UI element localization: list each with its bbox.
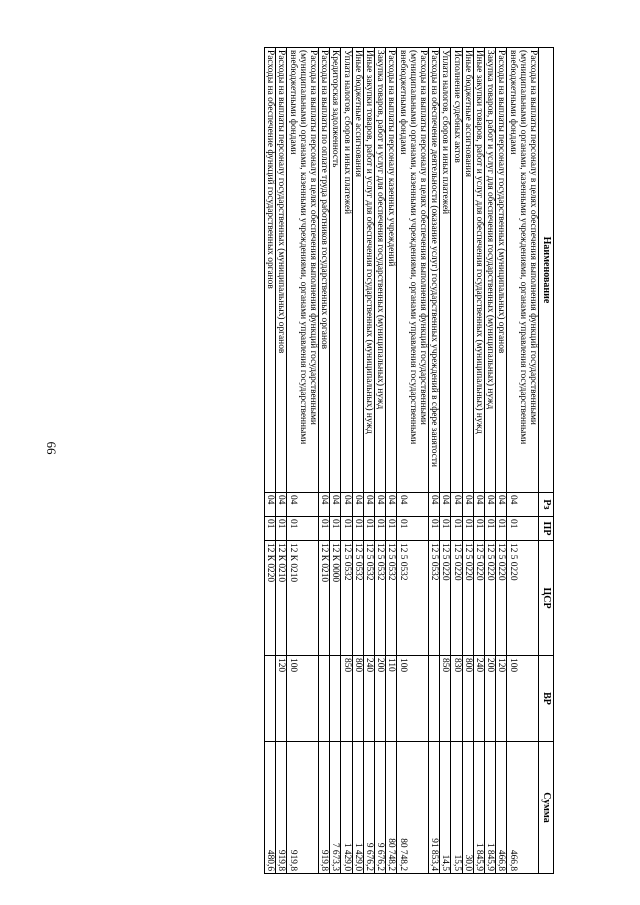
cell-name: Расходы на выплаты персоналу государственных (муниципальных) органов — [276, 48, 287, 493]
cell-pr: 01 — [440, 517, 451, 541]
table-row — [428, 48, 439, 874]
cell-name: Иные бюджетные ассигнования — [352, 48, 363, 493]
table-body — [264, 48, 538, 874]
header-rz: Рз — [539, 493, 554, 517]
cell-pr: 01 — [397, 517, 429, 541]
cell-csr: 12 5 0220 — [473, 541, 484, 656]
cell-rz: 04 — [428, 493, 439, 517]
rotated-table-frame — [93, 47, 554, 873]
cell-rz: 04 — [363, 493, 374, 517]
cell-name: Закупка товаров, работ и услуг для обеспечения государственных (муниципальных) нужд — [374, 48, 385, 493]
cell-rz: 04 — [352, 493, 363, 517]
cell-pr: 01 — [451, 517, 462, 541]
table-row — [341, 48, 352, 874]
cell-name: Иные бюджетные ассигнования — [462, 48, 473, 493]
cell-rz: 04 — [386, 493, 397, 517]
cell-csr: 12 К 0210 — [318, 541, 329, 656]
cell-sum: 919,8 — [318, 742, 329, 874]
cell-pr: 01 — [330, 517, 341, 541]
cell-vr: 850 — [341, 656, 352, 742]
cell-csr: 12 5 0532 — [363, 541, 374, 656]
cell-pr: 01 — [374, 517, 385, 541]
cell-rz: 04 — [374, 493, 385, 517]
header-sum: Сумма — [539, 742, 554, 874]
cell-csr: 12 5 0532 — [428, 541, 439, 656]
cell-name: Расходы на выплаты персоналу в целях обеспечения выполнения функций государственными (муниципальными) органами, казенными учреждениями, органами управления государственными внебюджетными фондами — [287, 48, 319, 493]
cell-vr: 240 — [473, 656, 484, 742]
cell-vr: 100 — [287, 656, 319, 742]
table-row — [374, 48, 385, 874]
header-vr: ВР — [539, 656, 554, 742]
cell-csr: 12 5 0220 — [440, 541, 451, 656]
table-row — [507, 48, 539, 874]
cell-pr: 01 — [484, 517, 495, 541]
cell-rz: 04 — [397, 493, 429, 517]
cell-vr: 120 — [496, 656, 507, 742]
table-row — [386, 48, 397, 874]
cell-rz: 04 — [341, 493, 352, 517]
cell-sum: 919,8 — [276, 742, 287, 874]
cell-pr: 01 — [428, 517, 439, 541]
cell-rz: 04 — [276, 493, 287, 517]
cell-pr: 01 — [386, 517, 397, 541]
cell-pr: 01 — [462, 517, 473, 541]
cell-rz: 04 — [473, 493, 484, 517]
cell-vr: 100 — [507, 656, 539, 742]
table-row — [484, 48, 495, 874]
cell-name: Расходы на обеспечение деятельности (оказание услуг) государственных учреждений в сфере занятости — [428, 48, 439, 493]
cell-csr: 12 К 0000 — [330, 541, 341, 656]
cell-vr — [428, 656, 439, 742]
cell-rz: 04 — [484, 493, 495, 517]
cell-csr: 12 К 0210 — [276, 541, 287, 656]
cell-name: Уплата налогов, сборов и иных платежей — [440, 48, 451, 493]
table-row — [287, 48, 319, 874]
cell-pr: 01 — [341, 517, 352, 541]
cell-pr: 01 — [276, 517, 287, 541]
cell-pr: 01 — [264, 517, 275, 541]
cell-sum: 466,8 — [496, 742, 507, 874]
cell-sum: 30,0 — [462, 742, 473, 874]
cell-rz: 04 — [440, 493, 451, 517]
cell-name: Расходы на выплаты персоналу в целях обеспечения выполнения функций государственными (муниципальными) органами, казенными учреждениями, органами управления государственными внебюджетными фондами — [397, 48, 429, 493]
cell-name: Уплата налогов, сборов и иных платежей — [341, 48, 352, 493]
cell-sum: 1 845,9 — [484, 742, 495, 874]
table-row — [462, 48, 473, 874]
cell-csr: 12 5 0220 — [507, 541, 539, 656]
cell-vr: 200 — [484, 656, 495, 742]
cell-name: Иные закупки товаров, работ и услуг для обеспечения государственных (муниципальных) нужд — [363, 48, 374, 493]
cell-rz: 04 — [462, 493, 473, 517]
cell-name: Расходы на выплаты по оплате труда работников государственных органов — [318, 48, 329, 493]
cell-sum: 1 845,9 — [473, 742, 484, 874]
cell-sum: 919,8 — [287, 742, 319, 874]
cell-name: Исполнение судебных актов — [451, 48, 462, 493]
cell-pr: 01 — [287, 517, 319, 541]
cell-vr: 240 — [363, 656, 374, 742]
cell-vr: 200 — [374, 656, 385, 742]
cell-pr: 01 — [363, 517, 374, 541]
table-header-row — [539, 48, 554, 874]
cell-csr: 12 5 0532 — [386, 541, 397, 656]
cell-name: Иные закупки товаров, работ и услуг для обеспечения государственных (муниципальных) нужд — [473, 48, 484, 493]
cell-rz: 04 — [451, 493, 462, 517]
cell-sum: 80 748,2 — [386, 742, 397, 874]
cell-vr: 800 — [352, 656, 363, 742]
cell-vr: 830 — [451, 656, 462, 742]
header-csr: ЦСР — [539, 541, 554, 656]
cell-rz: 04 — [264, 493, 275, 517]
cell-sum: 15,5 — [451, 742, 462, 874]
cell-pr: 01 — [496, 517, 507, 541]
table-row — [363, 48, 374, 874]
cell-name: Кредиторская задолженность — [330, 48, 341, 493]
cell-rz: 04 — [287, 493, 319, 517]
header-name: Наименование — [539, 48, 554, 493]
table-row — [264, 48, 275, 874]
cell-sum: 1 429,0 — [341, 742, 352, 874]
table-row — [473, 48, 484, 874]
cell-name: Расходы на выплаты персоналу казенных учреждений — [386, 48, 397, 493]
table-row — [440, 48, 451, 874]
cell-sum: 480,6 — [264, 742, 275, 874]
cell-vr — [318, 656, 329, 742]
cell-sum: 91 853,4 — [428, 742, 439, 874]
cell-csr: 12 5 0532 — [341, 541, 352, 656]
cell-rz: 04 — [330, 493, 341, 517]
cell-csr: 12 5 0532 — [397, 541, 429, 656]
table-row — [496, 48, 507, 874]
cell-name: Расходы на выплаты персоналу государственных (муниципальных) органов — [496, 48, 507, 493]
cell-vr: 800 — [462, 656, 473, 742]
table-row — [397, 48, 429, 874]
cell-vr: 100 — [397, 656, 429, 742]
cell-sum: 9 676,2 — [363, 742, 374, 874]
cell-sum: 7 673,3 — [330, 742, 341, 874]
cell-rz: 04 — [496, 493, 507, 517]
landscape-table-container — [93, 47, 554, 873]
cell-csr: 12 5 0532 — [374, 541, 385, 656]
cell-csr: 12 5 0220 — [462, 541, 473, 656]
cell-csr: 12 5 0220 — [496, 541, 507, 656]
cell-pr: 01 — [507, 517, 539, 541]
cell-sum: 466,8 — [507, 742, 539, 874]
cell-rz: 04 — [318, 493, 329, 517]
page-number: 66 — [44, 441, 59, 455]
table-row — [276, 48, 287, 874]
header-pr: ПР — [539, 517, 554, 541]
cell-vr: 850 — [440, 656, 451, 742]
cell-rz: 04 — [507, 493, 539, 517]
cell-pr: 01 — [318, 517, 329, 541]
cell-pr: 01 — [473, 517, 484, 541]
cell-csr: 12 К 0220 — [264, 541, 275, 656]
cell-csr: 12 К 0210 — [287, 541, 319, 656]
cell-csr: 12 5 0532 — [352, 541, 363, 656]
cell-sum: 9 676,2 — [374, 742, 385, 874]
table-row — [330, 48, 341, 874]
cell-sum: 80 748,2 — [397, 742, 429, 874]
cell-name: Расходы на выплаты персоналу в целях обеспечения выполнения функций государственными (муниципальными) органами, казенными учреждениями, органами управления государственными внебюджетными фондами — [507, 48, 539, 493]
cell-sum: 1 429,0 — [352, 742, 363, 874]
cell-name: Закупка товаров, работ и услуг для обеспечения государственных (муниципальных) нужд — [484, 48, 495, 493]
cell-vr: 110 — [386, 656, 397, 742]
cell-vr: 120 — [276, 656, 287, 742]
cell-vr — [264, 656, 275, 742]
table-row — [451, 48, 462, 874]
cell-csr: 12 5 0220 — [484, 541, 495, 656]
cell-pr: 01 — [352, 517, 363, 541]
budget-table — [264, 47, 554, 874]
table-row — [318, 48, 329, 874]
table-row — [352, 48, 363, 874]
cell-csr: 12 5 0220 — [451, 541, 462, 656]
cell-sum: 14,5 — [440, 742, 451, 874]
cell-name: Расходы на обеспечение функций государственных органов — [264, 48, 275, 493]
cell-vr — [330, 656, 341, 742]
